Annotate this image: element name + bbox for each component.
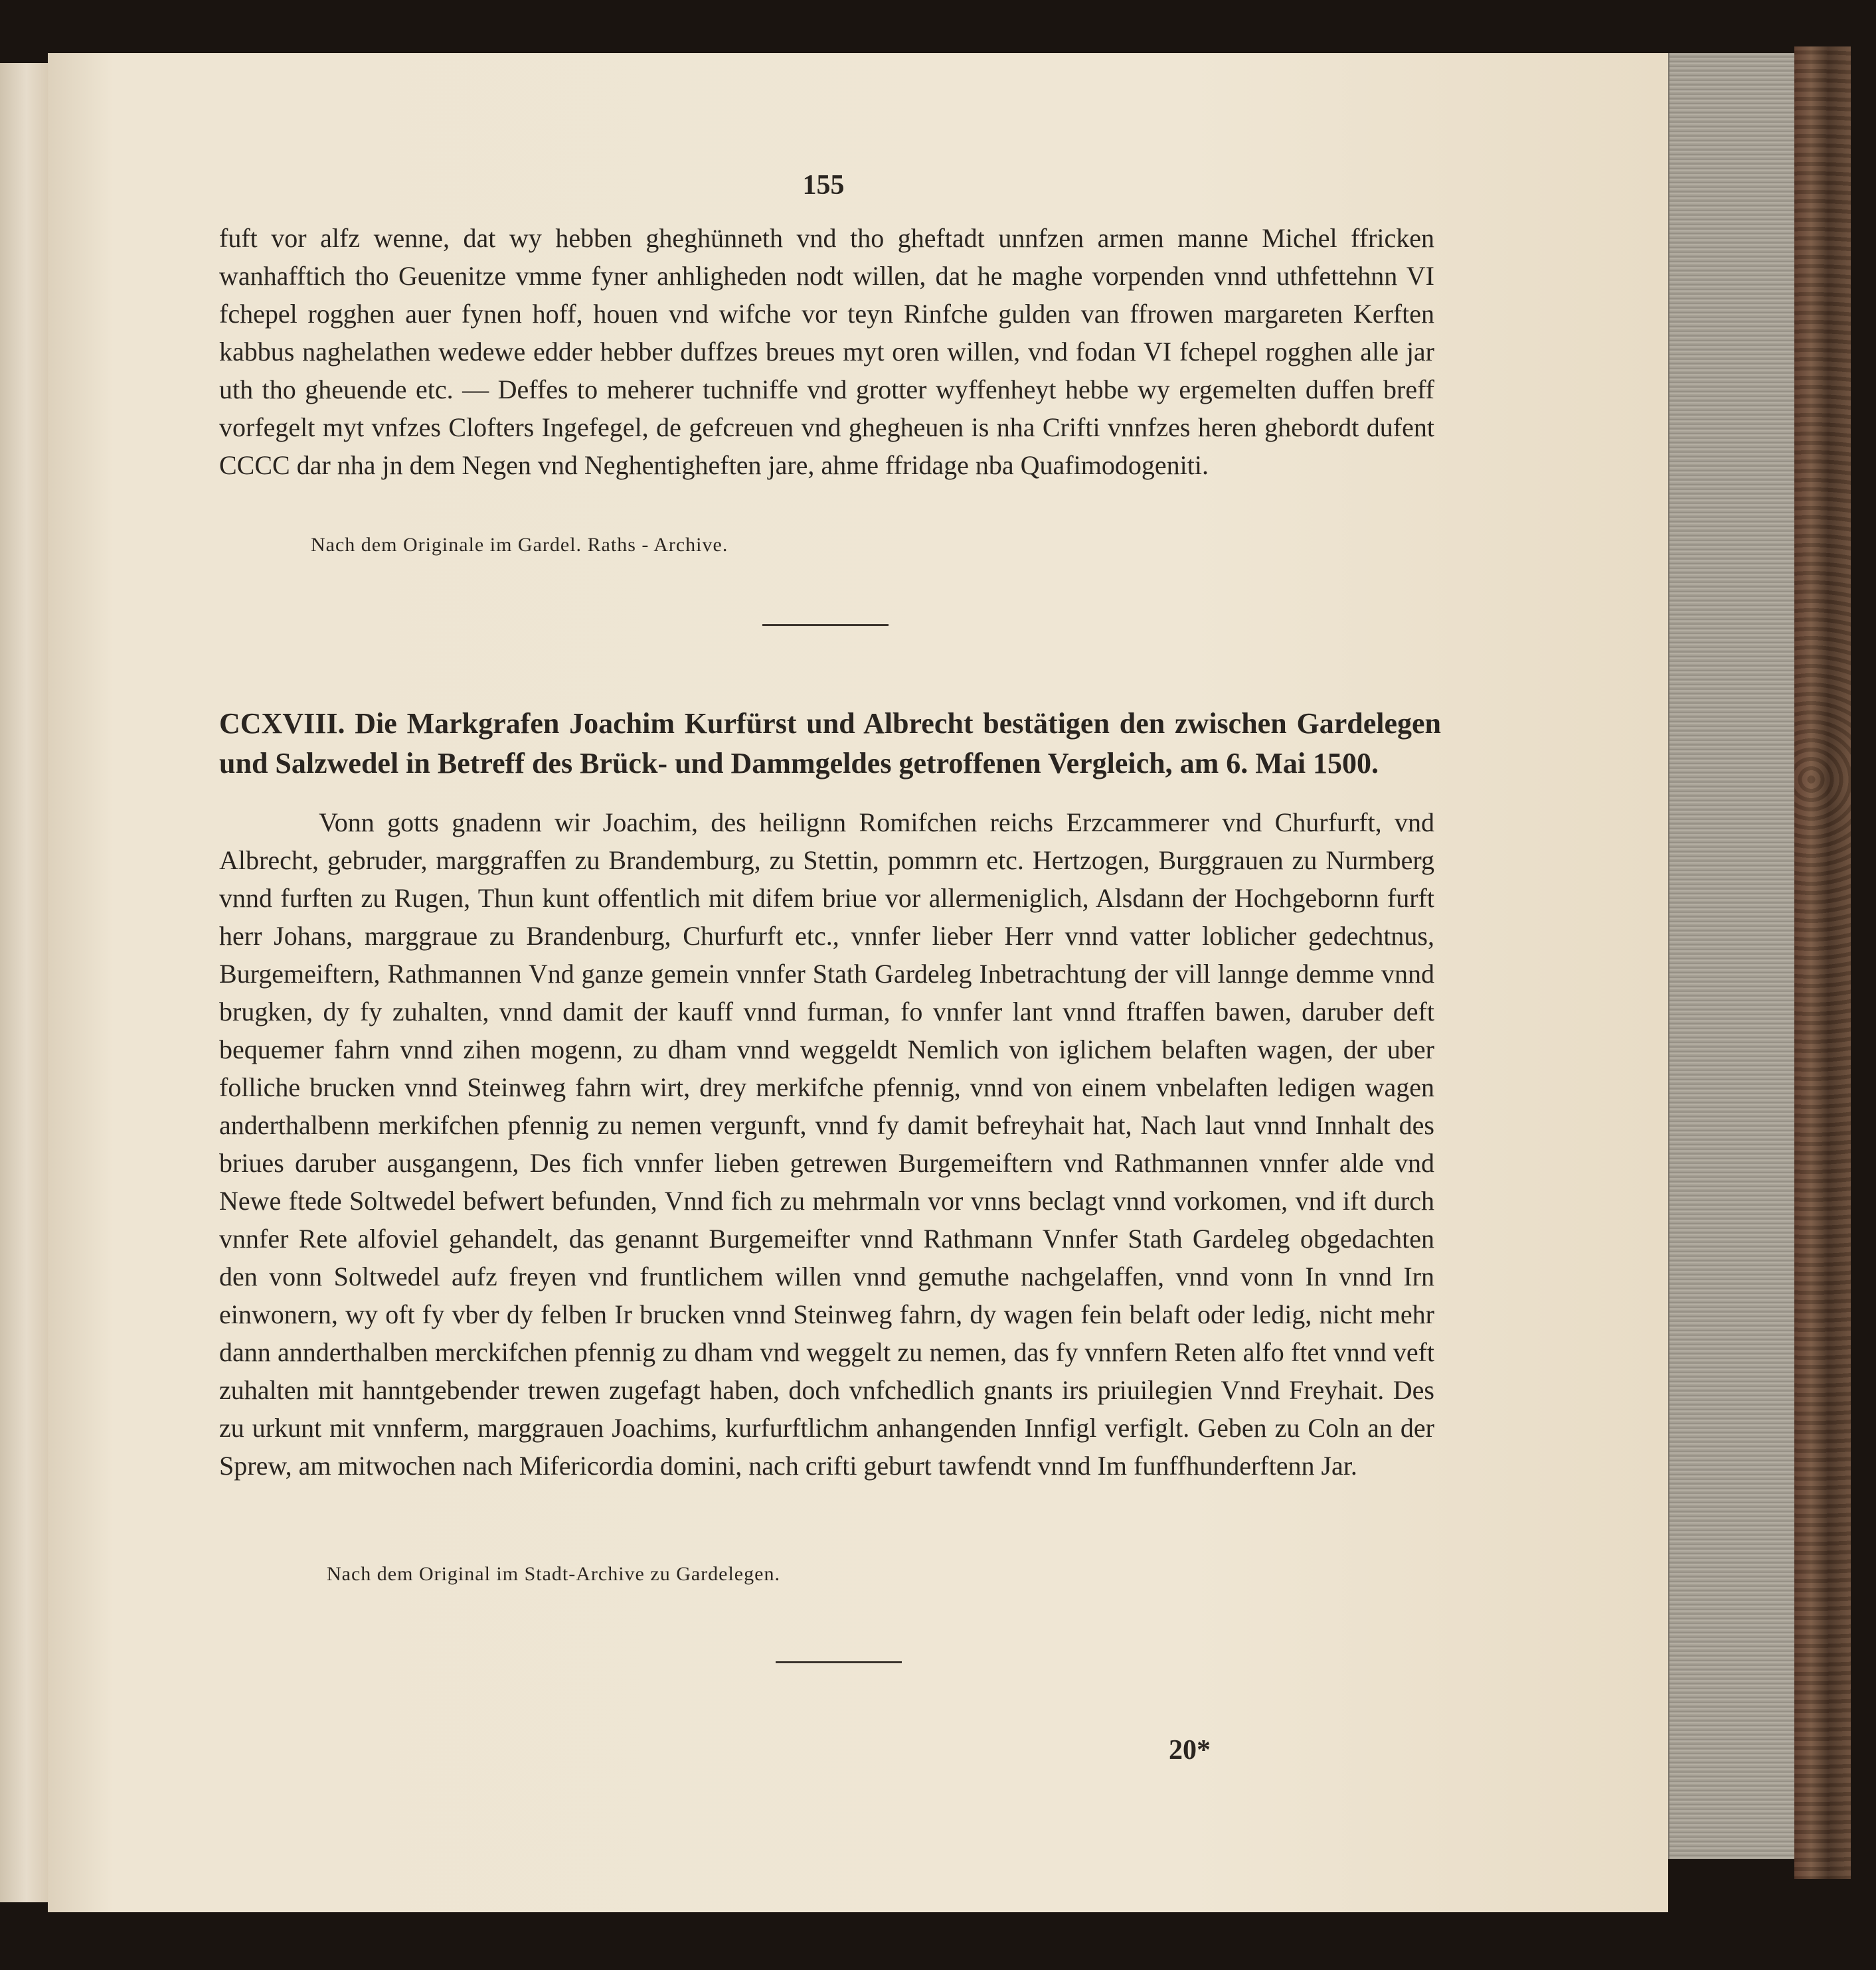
facing-page-edge [0, 63, 49, 1902]
book-cover [1794, 46, 1851, 1879]
page-block-edges [1668, 53, 1796, 1859]
source-note: Nach dem Originale im Gardel. Raths ‑ Archive. [311, 534, 728, 556]
section-divider [776, 1661, 902, 1663]
document-body [219, 803, 1434, 1485]
document-heading: CCXVIII. Die Markgrafen Joachim Kurfürst und Albrecht bestätigen den zwischen Gardelegen und Salzwedel in Betreff des Brück‑ und Dammgeldes getroffenen Vergleich, am 6. Mai 1500. [219, 707, 1441, 780]
signature-mark: 20* [1169, 1735, 1211, 1765]
document-text-continuation: fuft vor alfz wenne, dat wy hebben gheghünneth vnd tho gheftadt unnfzen armen manne Michel ffricken wanhafftich tho Geuenitze vmme fyner anhligheden nodt willen, dat he maghe vorpenden vnnd uthfettehnn VI fchepel rogghen auer fynen hoff, houen vnd wifche vor teyn Rinfche gulden van ffrowen margareten Kerften kabbus naghelathen wedewe edder hebber duffzes breues myt oren willen, vnd fodan VI fchepel rogghen alle jar uth tho gheuende etc. — Deffes to meherer tuchniffe vnd grotter wyffenheyt hebbe wy ergemelten duffen breff vorfegelt myt vnfzes Clofters Ingefegel, de gefcreuen vnd ghegheuen is nha Crifti vnnfzes heren ghebordt dufent CCCC dar nha jn dem Negen vnd Neghentigheften jare, ahme ffridage nba Quafimodogeniti. [219, 223, 1434, 480]
section-divider [762, 624, 889, 626]
body-paragraph: Vonn gotts gnadenn wir Joachim, des heilignn Romifchen reichs Erzcammerer vnd Churfurft, vnd Albrecht, gebruder, marggraffen zu Brandemburg, zu Stettin, pommrn etc. Hertzogen, Burggrauen zu Nurmberg vnnd furften zu Rugen, Thun kunt offentlich mit difem briue vor allermeniglich, Alsdann der Hochgebornn furft herr Johans, marggraue zu Brandenburg, Churfurft etc., vnnfer lieber Herr vnnd vatter loblicher gedechtnus, Burgemeiftern, Rathmannen Vnd ganze gemein vnnfer Stath Gardeleg Inbetrachtung der vill lannge demme vnnd brugken, dy fy zuhalten, vnnd damit der kauff vnnd furman, fo vnnfer lant vnnd ftraffen bawen, daruber deft bequemer fahrn vnnd zihen mogenn, zu dham vnnd weggeldt Nemlich von iglichem belaften wagen, der uber folliche brucken vnnd Steinweg fahrn wirt, drey merkifche pfennig, vnnd von einem vnbelaften ledigen wagen anderthalbenn merkifchen pfennig zu nemen vergunft, vnnd fy damit befreyhait hat, Nach laut vnnd Innhalt des briues daruber ausgangenn, Des fich vnnfer lieben getrewen Burgemeiftern vnd Rathmannen vnnfer alde vnd Newe ftede Soltwedel befwert befunden, Vnnd fich zu mehrmaln vor vnns beclagt vnnd vorkomen, vnd ift durch vnnfer Rete alfoviel gehandelt, das genannt Burgemeifter vnnd Rathmann Vnnfer Stath Gardeleg obgedachten den vonn Soltwedel aufz freyen vnd fruntlichem willen vnnd gemuthe nachgelaffen, vnnd vonn In vnnd Irn einwonern, wy oft fy vber dy felben Ir brucken vnnd Steinweg fahrn, dy wagen fein belaft oder ledig, nicht mehr dann annderthalben merckifchen pfennig zu dham vnd weggelt zu nemen, das fy vnnfern Reten alfo ftet vnnd veft zuhalten mit hanntgebender trewen zugefagt haben, doch vnfchedlich gnants irs priuilegien Vnnd Freyhait. Des zu urkunt mit vnnferm, marggrauen Joachims, kurfurftlichm anhangenden Innfigl verfiglt. Geben zu Coln an der Sprew, am mitwochen nach Mifericordia domini, nach crifti geburt tawfendt vnnd Im funffhunderftenn Jar. [219, 807, 1434, 1481]
source-note: Nach dem Original im Stadt‑Archive zu Gardelegen. [327, 1563, 780, 1585]
page-number: 155 [802, 170, 845, 201]
